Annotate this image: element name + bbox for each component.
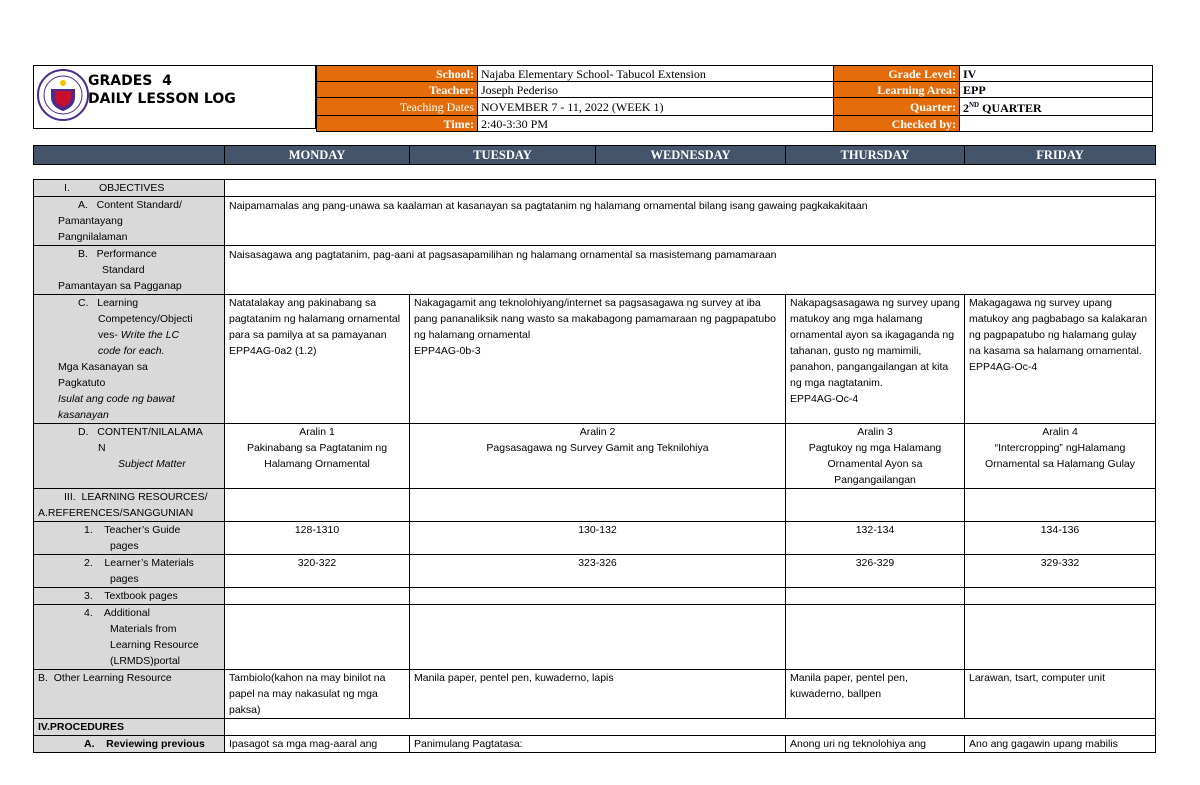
lr-friday [965,489,1156,522]
lm-friday: 329-332 [965,555,1156,588]
content-label-line3: Subject Matter [118,458,186,470]
content-friday-title: “Intercropping” ngHalamang Ornamental sa Halamang Gulay [985,442,1135,470]
row-teachers-guide [34,522,1156,555]
quarter-value [960,98,1153,116]
row-learning-resources [34,489,1156,522]
lc-tuewed-text: Nakagagamit ang teknolohiyang/internet sa pagsasagawa ng survey at iba pang pananaliksik nang wasto sa makabagong pamamaraan ng pagpapatubo ng halamang ornamental [414,297,776,341]
content-friday-lesson: Aralin 4 [1042,426,1078,438]
checked-by-value [960,116,1153,132]
lc-friday-code: EPP4AG-Oc-4 [969,361,1038,373]
content-label-line1: D. CONTENT/NILALAMA [78,426,203,438]
lm-label-line2: pages [110,573,139,585]
header-info-table [316,65,1153,132]
lr-label-line1: III. LEARNING RESOURCES/ [64,491,208,503]
olr-tuewed: Manila paper, pentel pen, kuwaderno, lapis [410,670,786,719]
other-resource-label: B. Other Learning Resource [34,670,225,719]
tg-label-line1: 1. Teacher’s Guide [84,524,181,536]
lc-label-line3 [98,327,220,343]
cs-label-line3: Pangnilalaman [58,231,128,243]
row-objectives [34,180,1156,197]
lr-tuewed [410,489,786,522]
content-monday [225,424,410,489]
lm-monday: 320-322 [225,555,410,588]
content-thursday-lesson: Aralin 3 [857,426,893,438]
page-title [88,72,236,108]
lc-label-line2: Competency/Objecti [98,313,193,325]
content-label [34,424,225,489]
content-thursday [786,424,965,489]
lm-label-line1: 2. Learner’s Materials [84,557,194,569]
lc-label-line3b: Write the LC [120,329,180,341]
school-value: Najaba Elementary School- Tabucol Extension [478,66,834,82]
olr-friday: Larawan, tsart, computer unit [965,670,1156,719]
am-label-line3: Learning Resource [110,639,199,651]
procedures-heading-text: IV.PROCEDURES [38,721,124,733]
content-tuewed-lesson: Aralin 2 [579,426,616,438]
row-textbook [34,588,1156,605]
am-label-line4: (LRMDS)portal [110,655,181,667]
reviewing-previous-label: A. Reviewing previous [34,736,225,753]
content-monday-title: Pakinabang sa Pagtatanim ng Halamang Ornamental [246,442,388,470]
tb-tuewed [410,588,786,605]
lc-label-line3a: ves- [98,329,121,341]
row-procedures [34,719,1156,736]
procedures-blank [225,719,1156,736]
objectives-heading-text: I. OBJECTIVES [64,182,165,194]
lm-thursday: 326-329 [786,555,965,588]
quarter-number: 2 [963,101,969,115]
quarter-label: Quarter: [834,98,960,116]
lm-tuewed: 323-326 [410,555,786,588]
content-thursday-title: Pagtukoy ng mga Halamang Ornamental Ayon sa Pangangailangan [808,442,942,486]
row-learners-materials [34,555,1156,588]
ps-label-line2: Standard [102,264,145,276]
lc-friday [965,295,1156,424]
performance-standard-text: Naisasagawa ang pagtatanim, pag-aani at pagsasapamilihan ng halamang ornamental sa masistemang pamamaraan [225,246,1156,295]
ps-label-line3: Pamantayan sa Pagganap [58,280,182,292]
rp-tuewed: Panimulang Pagtatasa: [410,736,786,753]
lesson-plan-table [33,179,1156,753]
day-wednesday: WEDNESDAY [596,146,786,165]
content-monday-lesson: Aralin 1 [299,426,335,438]
teaching-dates-value: NOVEMBER 7 - 11, 2022 (WEEK 1) [478,98,834,116]
learning-area-value: EPP [960,82,1153,98]
content-friday [965,424,1156,489]
row-content [34,424,1156,489]
row-additional-materials [34,605,1156,670]
lc-tuewed-code: EPP4AG-0b-3 [414,345,481,357]
quarter-suffix: ND [969,101,980,109]
rp-thursday: Anong uri ng teknolohiya ang [786,736,965,753]
day-friday: FRIDAY [965,146,1156,165]
lc-monday [225,295,410,424]
row-content-standard [34,197,1156,246]
day-tuesday: TUESDAY [410,146,596,165]
content-tuewed-title: Pagsasagawa ng Survey Gamit ang Teknilohiya [486,442,709,454]
row-reviewing-previous [34,736,1156,753]
content-standard-text: Naipamamalas ang pang-unawa sa kaalaman at kasanayan sa pagtatanim ng halamang ornamental bilang isang gawaing pagkakakitaan [225,197,1156,246]
teachers-guide-label [34,522,225,555]
teacher-value: Joseph Pederiso [478,82,834,98]
title-line-dll: DAILY LESSON LOG [88,91,236,107]
row-performance-standard [34,246,1156,295]
learning-competency-label [34,295,225,424]
lc-label-line8: kasanayan [58,409,109,421]
rp-friday: Ano ang gagawin upang mabilis [965,736,1156,753]
row-learning-competency [34,295,1156,424]
learners-materials-label [34,555,225,588]
lc-label-line6: Pagkatuto [58,377,106,389]
performance-standard-label [34,246,225,295]
lr-label-line2: A.REFERENCES/SANGGUNIAN [38,507,194,519]
am-label-line1: 4. Additional [84,607,150,619]
teaching-dates-label: Teaching Dates [317,98,478,116]
ps-label-line1: B. Performance [78,248,157,260]
day-header-blank [34,146,225,165]
lc-friday-text: Makagagawa ng survey upang matukoy ang pagbabago sa kalakaran ng pagpapatubo ng halamang gulay na kasama sa halamang ornamental. [969,297,1148,357]
am-monday [225,605,410,670]
quarter-word: QUARTER [979,101,1042,115]
cs-label-line1: A. Content Standard/ [78,199,182,211]
lc-monday-text: Natatalakay ang pakinabang sa pagtatanim ng halamang ornamental para sa pamilya at sa pamayanan [229,297,401,341]
am-friday [965,605,1156,670]
grade-level-value: IV [960,66,1153,82]
tb-thursday [786,588,965,605]
objectives-heading [34,180,225,197]
lr-thursday [786,489,965,522]
lc-label-line5: Mga Kasanayan sa [58,361,148,373]
lc-tuesday-wednesday [410,295,786,424]
checked-by-label: Checked by: [834,116,960,132]
title-line-grade: GRADES 4 [88,73,172,89]
day-header-bar [33,145,1156,165]
tg-label-line2: pages [110,540,139,552]
row-other-resources [34,670,1156,719]
rp-monday: Ipasagot sa mga mag-aaral ang [225,736,410,753]
tg-monday: 128-1310 [225,522,410,555]
lc-monday-code: EPP4AG-0a2 (1.2) [229,345,317,357]
textbook-label: 3. Textbook pages [34,588,225,605]
objectives-blank [225,180,1156,197]
content-tuesday-wednesday [410,424,786,489]
time-label: Time: [317,116,478,132]
lc-thursday-text: Nakapagsasagawa ng survey upang matukoy ang mga halamang ornamental ayon sa ikagaganda ng tahanan, gusto ng mamimili, panahon, pangangailangan at kita ng mga nagtatanim. [790,297,960,389]
olr-thursday: Manila paper, pentel pen, kuwaderno, ballpen [786,670,965,719]
cs-label-line2: Pamantayang [58,215,123,227]
tg-friday: 134-136 [965,522,1156,555]
lc-label-line7: Isulat ang code ng bawat [58,393,175,405]
tg-thursday: 132-134 [786,522,965,555]
learning-resources-label [34,489,225,522]
learning-area-label: Learning Area: [834,82,960,98]
lc-label-line4: code for each. [98,345,165,357]
am-tuewed [410,605,786,670]
am-label-line2: Materials from [110,623,177,635]
day-monday: MONDAY [225,146,410,165]
lc-thursday-code: EPP4AG-Oc-4 [790,393,859,405]
day-thursday: THURSDAY [786,146,965,165]
lc-label-line1: C. Learning [78,297,139,309]
tb-friday [965,588,1156,605]
teacher-label: Teacher: [317,82,478,98]
olr-monday: Tambiolo(kahon na may binilot na papel na may nakasulat ng mga paksa) [225,670,410,719]
content-label-line2: N [98,442,106,454]
tg-tuewed: 130-132 [410,522,786,555]
time-value: 2:40-3:30 PM [478,116,834,132]
procedures-heading [34,719,225,736]
am-thursday [786,605,965,670]
lc-thursday [786,295,965,424]
deped-seal-icon [37,69,89,121]
grade-level-label: Grade Level: [834,66,960,82]
lr-monday [225,489,410,522]
content-standard-label [34,197,225,246]
school-label: School: [317,66,478,82]
tb-monday [225,588,410,605]
additional-materials-label [34,605,225,670]
